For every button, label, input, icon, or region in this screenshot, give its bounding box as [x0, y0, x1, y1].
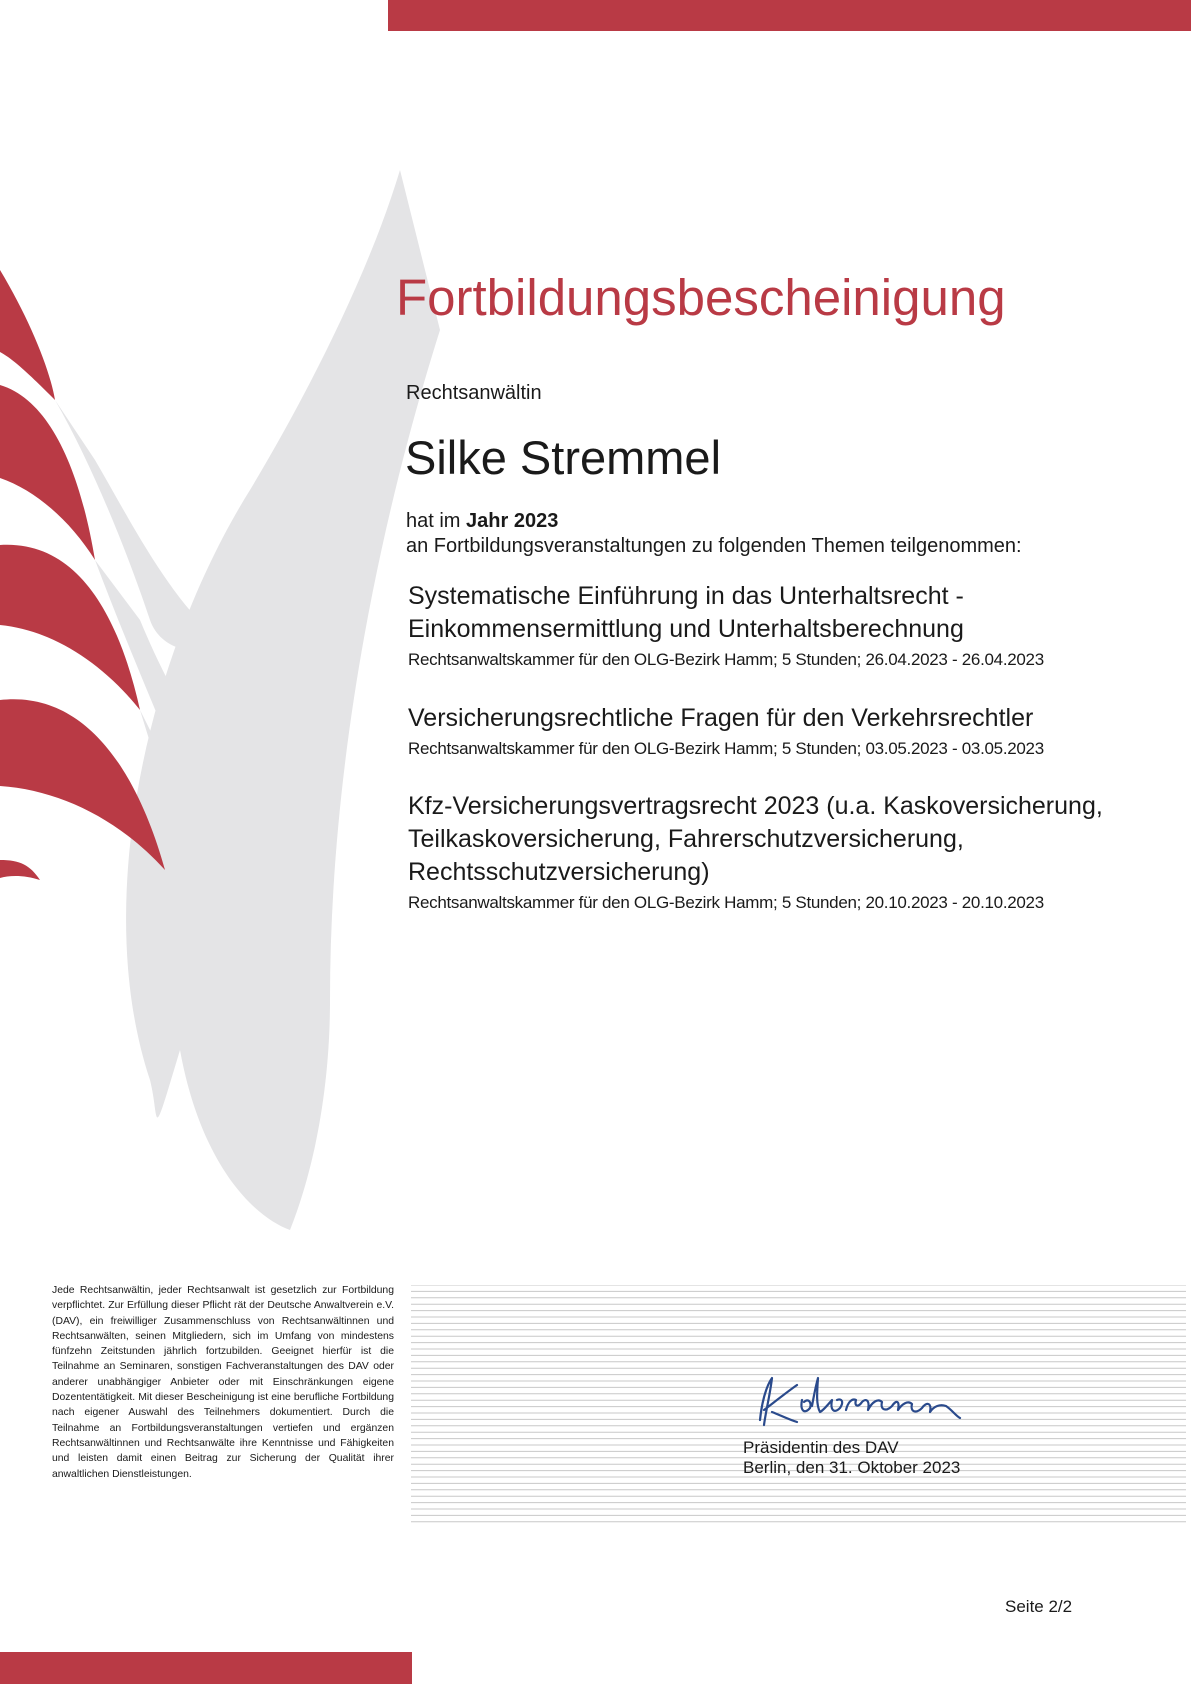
place-and-date: Berlin, den 31. Oktober 2023 [743, 1458, 961, 1477]
recipient-role: Rechtsanwältin [406, 382, 542, 404]
bottom-accent-bar [0, 1652, 412, 1684]
course-title: Kfz-Versicherungsvertragsrecht 2023 (u.a. Kaskoversicherung, Teilkaskoversicherung, Fahrerschutzversicherung, Rechtsschutzversicherung) [408, 792, 1103, 886]
course-item [408, 702, 1108, 759]
signatory-role: Präsidentin des DAV [743, 1438, 899, 1457]
course-title: Systematische Einführung in das Unterhaltsrecht - Einkommensermittlung und Unterhaltsberechnung [408, 582, 964, 643]
course-meta: Rechtsanwaltskammer für den OLG-Bezirk Hamm; 5 Stunden; 20.10.2023 - 20.10.2023 [408, 893, 1044, 912]
course-meta: Rechtsanwaltskammer für den OLG-Bezirk Hamm; 5 Stunden; 26.04.2023 - 26.04.2023 [408, 650, 1044, 669]
year-label: Jahr 2023 [466, 510, 559, 532]
legal-note: Jede Rechtsanwältin, jeder Rechtsanwalt ist gesetzlich zur Fortbildung verpflichtet. Zur Erfüllung dieser Pflicht rät der Deutsche Anwaltverein e.V. (DAV), ein freiwilliger Zusammenschluss von Rechtsanwältinnen und Rechtsanwälten, seinen Mitgliedern, sich im Umfang von mindestens fünfzehn Zeitstunden jährlich fortzubilden. Geeignet hierfür ist die Teilnahme an Seminaren, sonstigen Fachveranstaltungen des DAV oder anderer unabhängiger Anbieter oder mit Einschränkungen eigene Dozententätigkeit. Mit dieser Bescheinigung ist eine berufliche Fortbildung nach eigener Auswahl des Teilnehmers dokumentiert. Durch die Teilnahme an Fortbildungsveranstaltungen vertiefen und ergänzen Rechtsanwältinnen und Rechtsanwälte ihre Kenntnisse und Fähigkeiten und leisten damit einen Beitrag zur Sicherung der Qualität ihrer anwaltlichen Dienstleistungen. [52, 1285, 394, 1480]
page-number: Seite 2/2 [1005, 1597, 1073, 1616]
recipient-name: Silke Stremmel [405, 431, 722, 484]
year-line [406, 510, 558, 533]
course-meta: Rechtsanwaltskammer für den OLG-Bezirk Hamm; 5 Stunden; 03.05.2023 - 03.05.2023 [408, 739, 1044, 758]
signature-image [742, 1370, 992, 1440]
course-title: Versicherungsrechtliche Fragen für den Verkehrsrechtler [408, 704, 1034, 732]
certificate-title: Fortbildungsbescheinigung [396, 269, 1006, 326]
year-prefix: hat im [406, 510, 467, 532]
intro-text: an Fortbildungsveranstaltungen zu folgenden Themen teilgenommen: [406, 535, 1022, 557]
course-item [408, 790, 1108, 913]
course-item [408, 580, 1108, 670]
